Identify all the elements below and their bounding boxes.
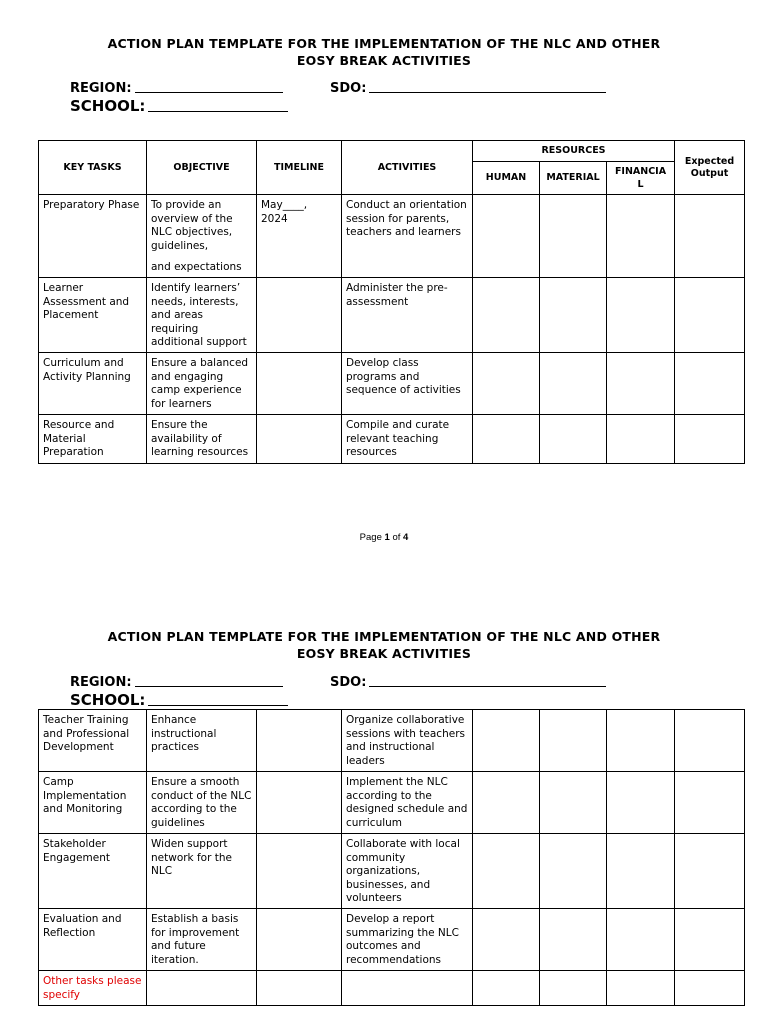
sdo-label: SDO: xyxy=(330,81,367,96)
human-cell xyxy=(473,710,540,772)
financial-cell xyxy=(607,710,675,772)
key-task: Curriculum and Activity Planning xyxy=(39,353,147,415)
header-objective: OBJECTIVE xyxy=(147,141,257,195)
school-label: SCHOOL: xyxy=(70,691,146,709)
financial-cell xyxy=(607,909,675,971)
title-line-2: EOSY BREAK ACTIVITIES xyxy=(296,53,472,68)
objective-text: To provide an overview of the NLC objectives, guidelines, xyxy=(151,199,233,252)
table-row xyxy=(39,834,745,909)
financial-cell xyxy=(607,415,675,464)
header-financial xyxy=(607,162,675,195)
financial-cell xyxy=(607,834,675,909)
region-label: REGION: xyxy=(70,675,132,690)
key-task: Evaluation and Reflection xyxy=(39,909,147,971)
page-2 xyxy=(0,560,768,1024)
header-key-tasks: KEY TASKS xyxy=(39,141,147,195)
table-row xyxy=(39,415,745,464)
objective-cell: Ensure the availability of learning resources xyxy=(147,415,257,464)
sdo-field xyxy=(330,675,606,690)
human-cell xyxy=(473,909,540,971)
timeline-cell xyxy=(257,710,342,772)
region-field xyxy=(70,675,283,690)
table-row xyxy=(39,971,745,1006)
school-blank xyxy=(148,111,288,112)
objective-cell: Ensure a smooth conduct of the NLC according to the guidelines xyxy=(147,772,257,834)
header-activities: ACTIVITIES xyxy=(342,141,473,195)
table-row xyxy=(39,772,745,834)
activity-cell: Conduct an orientation session for parents, teachers and learners xyxy=(342,195,473,278)
material-cell xyxy=(540,353,607,415)
financial-cell xyxy=(607,278,675,353)
timeline-cell xyxy=(257,971,342,1006)
region-blank xyxy=(135,686,283,687)
expected-line-1: Expected xyxy=(684,155,735,167)
document-title xyxy=(0,35,768,69)
sdo-blank xyxy=(369,686,606,687)
objective-cell: Widen support network for the NLC xyxy=(147,834,257,909)
material-cell xyxy=(540,834,607,909)
expected-output-cell xyxy=(675,278,745,353)
human-cell xyxy=(473,415,540,464)
footer-page-word: Page xyxy=(359,532,382,543)
objective-cell xyxy=(147,195,257,278)
activity-cell xyxy=(342,971,473,1006)
material-cell xyxy=(540,415,607,464)
human-cell xyxy=(473,772,540,834)
action-plan-table-continued xyxy=(38,709,745,1006)
financial-line-1: FINANCIA xyxy=(614,165,667,177)
timeline-cell: May____, 2024 xyxy=(257,195,342,278)
table-row xyxy=(39,710,745,772)
key-task: Camp Implementation and Monitoring xyxy=(39,772,147,834)
sdo-blank xyxy=(369,92,606,93)
school-field xyxy=(70,97,288,115)
financial-cell xyxy=(607,971,675,1006)
key-task: Resource and Material Preparation xyxy=(39,415,147,464)
objective-cell: Ensure a balanced and engaging camp experience for learners xyxy=(147,353,257,415)
objective-cell: Establish a basis for improvement and future iteration. xyxy=(147,909,257,971)
timeline-cell xyxy=(257,278,342,353)
footer-of-word: of xyxy=(392,532,401,543)
timeline-cell xyxy=(257,415,342,464)
school-field xyxy=(70,691,288,709)
key-task: Preparatory Phase xyxy=(39,195,147,278)
activity-cell: Implement the NLC according to the designed schedule and curriculum xyxy=(342,772,473,834)
region-field xyxy=(70,81,283,96)
table-row xyxy=(39,278,745,353)
table-row xyxy=(39,195,745,278)
activity-cell: Collaborate with local community organizations, businesses, and volunteers xyxy=(342,834,473,909)
header-timeline: TIMELINE xyxy=(257,141,342,195)
header-human: HUMAN xyxy=(473,162,540,195)
human-cell xyxy=(473,971,540,1006)
sdo-label: SDO: xyxy=(330,675,367,690)
objective-cell xyxy=(147,971,257,1006)
activity-cell: Develop class programs and sequence of activities xyxy=(342,353,473,415)
header-resources: RESOURCES xyxy=(473,141,675,162)
timeline-cell xyxy=(257,834,342,909)
timeline-cell xyxy=(257,353,342,415)
region-label: REGION: xyxy=(70,81,132,96)
expected-output-cell xyxy=(675,971,745,1006)
school-blank xyxy=(148,705,288,706)
key-task: Teacher Training and Professional Development xyxy=(39,710,147,772)
objective-text: and expectations xyxy=(151,261,242,273)
title-line-1: ACTION PLAN TEMPLATE FOR THE IMPLEMENTATION OF THE NLC AND OTHER xyxy=(107,629,661,644)
financial-cell xyxy=(607,353,675,415)
page-footer xyxy=(0,532,768,543)
financial-cell xyxy=(607,195,675,278)
header-expected-output xyxy=(675,141,745,195)
table-row xyxy=(39,353,745,415)
key-task: Stakeholder Engagement xyxy=(39,834,147,909)
material-cell xyxy=(540,772,607,834)
footer-current-page: 1 xyxy=(384,532,390,543)
title-line-2: EOSY BREAK ACTIVITIES xyxy=(296,646,472,661)
financial-cell xyxy=(607,772,675,834)
title-line-1: ACTION PLAN TEMPLATE FOR THE IMPLEMENTATION OF THE NLC AND OTHER xyxy=(107,36,661,51)
expected-output-cell xyxy=(675,710,745,772)
action-plan-table xyxy=(38,140,745,464)
expected-output-cell xyxy=(675,195,745,278)
region-blank xyxy=(135,92,283,93)
objective-cell: Enhance instructional practices xyxy=(147,710,257,772)
material-cell xyxy=(540,909,607,971)
expected-output-cell xyxy=(675,772,745,834)
timeline-cell xyxy=(257,772,342,834)
human-cell xyxy=(473,353,540,415)
expected-output-cell xyxy=(675,909,745,971)
school-label: SCHOOL: xyxy=(70,97,146,115)
activity-cell: Compile and curate relevant teaching resources xyxy=(342,415,473,464)
sdo-field xyxy=(330,81,606,96)
expected-output-cell xyxy=(675,353,745,415)
expected-output-cell xyxy=(675,415,745,464)
timeline-cell xyxy=(257,909,342,971)
activity-cell: Develop a report summarizing the NLC outcomes and recommendations xyxy=(342,909,473,971)
expected-output-cell xyxy=(675,834,745,909)
human-cell xyxy=(473,834,540,909)
footer-total-pages: 4 xyxy=(403,532,409,543)
activity-cell: Organize collaborative sessions with teachers and instructional leaders xyxy=(342,710,473,772)
other-tasks-label: Other tasks please specify xyxy=(39,971,147,1006)
material-cell xyxy=(540,278,607,353)
human-cell xyxy=(473,195,540,278)
material-cell xyxy=(540,710,607,772)
activity-cell: Administer the pre-assessment xyxy=(342,278,473,353)
objective-cell: Identify learners’ needs, interests, and areas requiring additional support xyxy=(147,278,257,353)
header-material: MATERIAL xyxy=(540,162,607,195)
key-task: Learner Assessment and Placement xyxy=(39,278,147,353)
table-row xyxy=(39,909,745,971)
document-title xyxy=(0,628,768,662)
expected-line-2: Output xyxy=(690,167,729,179)
material-cell xyxy=(540,971,607,1006)
financial-line-2: L xyxy=(637,179,644,190)
material-cell xyxy=(540,195,607,278)
human-cell xyxy=(473,278,540,353)
